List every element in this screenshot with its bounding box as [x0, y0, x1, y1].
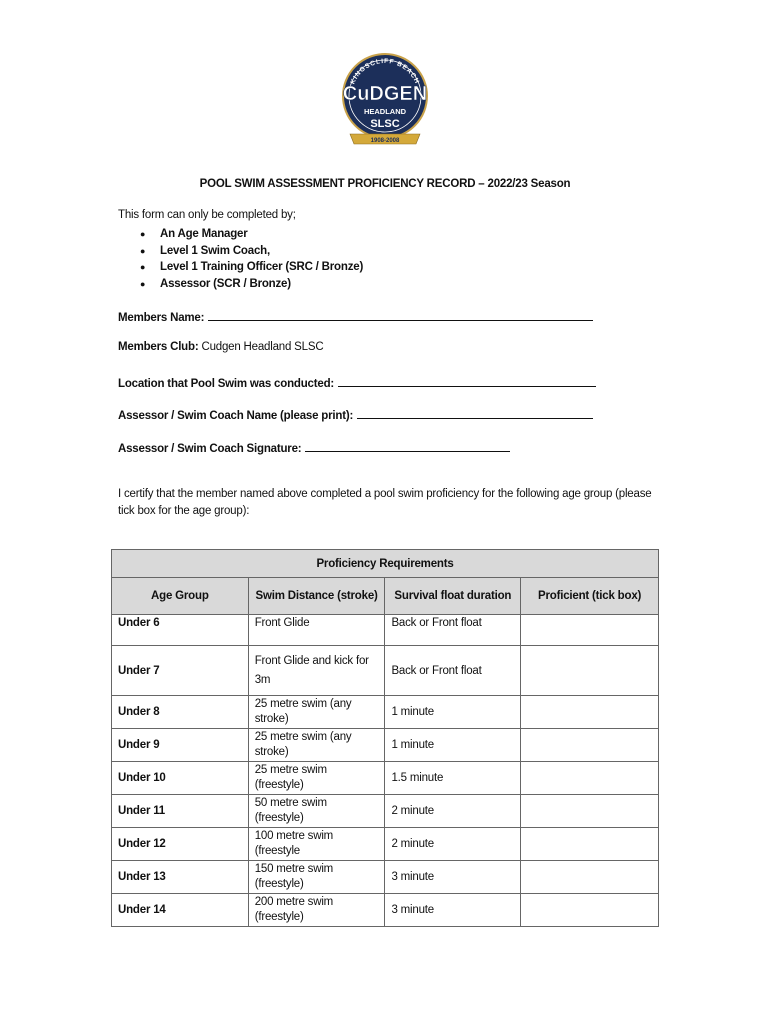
swim-distance-cell: 25 metre swim (any stroke): [248, 729, 385, 762]
club-logo: [330, 52, 440, 152]
table-row: [112, 646, 659, 696]
table-row: [112, 861, 659, 894]
table-row: [112, 894, 659, 927]
role-item: ● Level 1 Training Officer (SRC / Bronze): [140, 259, 363, 276]
members-name-label: Members Name:: [118, 312, 205, 324]
role-item: ● Level 1 Swim Coach,: [140, 243, 363, 260]
age-group-cell: Under 6: [112, 615, 249, 646]
certify-text: I certify that the member named above completed a pool swim proficiency for the following age group (please tick box for the age group):: [118, 488, 652, 517]
age-group-cell: Under 9: [112, 729, 249, 762]
form-title: POOL SWIM ASSESSMENT PROFICIENCY RECORD – 2022/23 Season: [199, 178, 571, 190]
proficient-tick-box[interactable]: [521, 795, 659, 828]
proficient-tick-box[interactable]: [521, 646, 659, 696]
table-row: [112, 729, 659, 762]
float-duration-cell: 3 minute: [385, 894, 521, 927]
logo-sub1: HEADLAND: [363, 107, 407, 116]
header-survival-float: Survival float duration: [385, 578, 521, 615]
table-row: [112, 828, 659, 861]
assessor-sig-row: [118, 439, 510, 455]
age-group-cell: Under 7: [112, 646, 249, 696]
location-row: [118, 374, 596, 390]
age-group-cell: Under 11: [112, 795, 249, 828]
roles-list: [140, 226, 363, 292]
float-duration-cell: 1.5 minute: [385, 762, 521, 795]
swim-distance-cell: Front Glide: [248, 615, 385, 646]
logo-sub2: SLSC: [370, 118, 400, 130]
location-field[interactable]: [338, 374, 596, 387]
proficient-tick-box[interactable]: [521, 861, 659, 894]
proficient-tick-box[interactable]: [521, 729, 659, 762]
logo-main-text: CuDGEN: [342, 83, 428, 105]
swim-distance-cell: 200 metre swim (freestyle): [248, 894, 385, 927]
age-group-cell: Under 14: [112, 894, 249, 927]
table-row: [112, 615, 659, 646]
proficiency-table: [111, 549, 659, 927]
members-club-label: Members Club:: [118, 341, 199, 353]
role-item: ● Assessor (SCR / Bronze): [140, 276, 363, 293]
header-proficient: Proficient (tick box): [521, 578, 659, 615]
proficient-tick-box[interactable]: [521, 615, 659, 646]
table-row: [112, 795, 659, 828]
swim-distance-cell: 100 metre swim (freestyle: [248, 828, 385, 861]
float-duration-cell: Back or Front float: [385, 646, 521, 696]
float-duration-cell: 1 minute: [385, 696, 521, 729]
float-duration-cell: 3 minute: [385, 861, 521, 894]
swim-distance-cell: 150 metre swim (freestyle): [248, 861, 385, 894]
location-label: Location that Pool Swim was conducted:: [118, 378, 335, 390]
members-club-row: [118, 341, 323, 353]
float-duration-cell: 1 minute: [385, 729, 521, 762]
age-group-cell: Under 10: [112, 762, 249, 795]
role-item: ● An Age Manager: [140, 226, 363, 243]
age-group-cell: Under 8: [112, 696, 249, 729]
proficient-tick-box[interactable]: [521, 828, 659, 861]
proficient-tick-box[interactable]: [521, 696, 659, 729]
swim-distance-cell: Front Glide and kick for 3m: [248, 646, 385, 696]
table-caption: Proficiency Requirements: [112, 550, 659, 578]
header-age-group: Age Group: [112, 578, 249, 615]
proficient-tick-box[interactable]: [521, 762, 659, 795]
swim-distance-cell: 25 metre swim (freestyle): [248, 762, 385, 795]
age-group-cell: Under 12: [112, 828, 249, 861]
float-duration-cell: Back or Front float: [385, 615, 521, 646]
header-swim-distance: Swim Distance (stroke): [248, 578, 385, 615]
logo-arc-text: KINGSCLIFF BEACH: [349, 57, 421, 86]
members-name-row: [118, 308, 593, 324]
assessor-sig-field[interactable]: [305, 439, 510, 452]
assessor-sig-label: Assessor / Swim Coach Signature:: [118, 443, 302, 455]
assessor-name-label: Assessor / Swim Coach Name (please print):: [118, 410, 354, 422]
age-group-cell: Under 13: [112, 861, 249, 894]
logo-ribbon: 1908-2008: [370, 138, 400, 144]
table-row: [112, 696, 659, 729]
proficient-tick-box[interactable]: [521, 894, 659, 927]
swim-distance-cell: 50 metre swim (freestyle): [248, 795, 385, 828]
swim-distance-cell: 25 metre swim (any stroke): [248, 696, 385, 729]
float-duration-cell: 2 minute: [385, 828, 521, 861]
intro-text: This form can only be completed by;: [118, 209, 296, 221]
assessor-name-field[interactable]: [357, 406, 593, 419]
table-row: [112, 762, 659, 795]
assessor-name-row: [118, 406, 593, 422]
members-club-value: Cudgen Headland SLSC: [201, 341, 324, 353]
float-duration-cell: 2 minute: [385, 795, 521, 828]
members-name-field[interactable]: [208, 308, 593, 321]
